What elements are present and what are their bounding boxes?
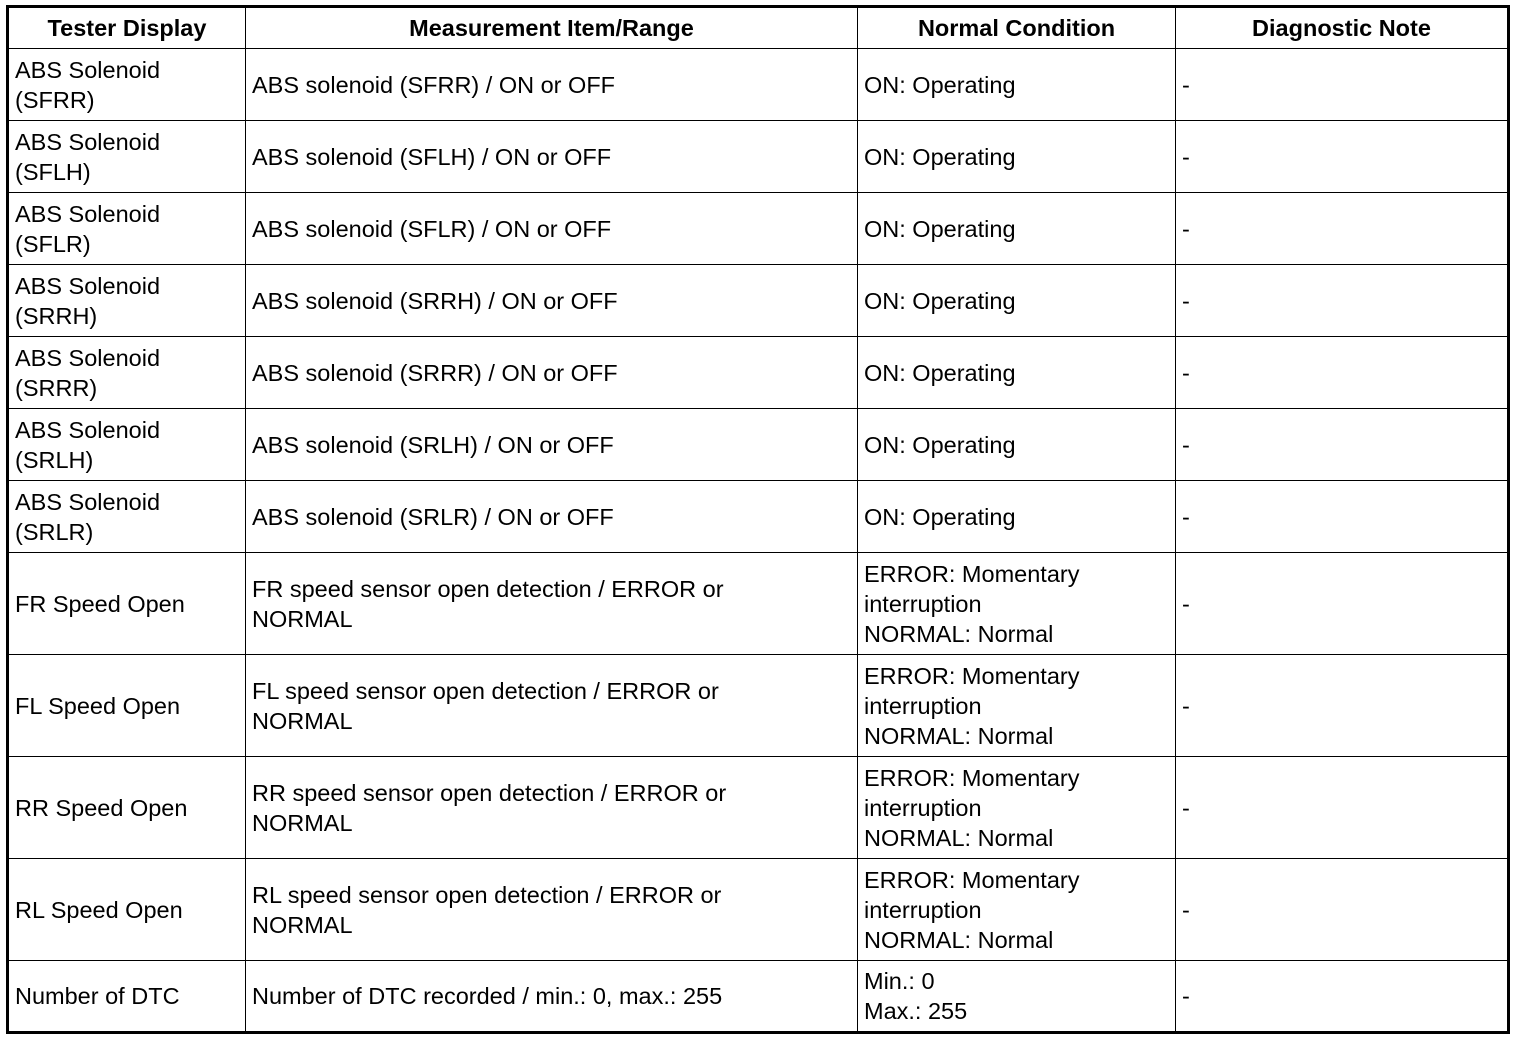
table-row — [8, 337, 1509, 409]
tester-display-cell: ABS Solenoid (SRRH) — [8, 265, 246, 337]
data-list-table — [6, 5, 1510, 1034]
condition-cell: ON: Operating — [858, 481, 1176, 553]
condition-cell: ERROR: Momentary interruption NORMAL: Normal — [858, 757, 1176, 859]
condition-cell: ERROR: Momentary interruption NORMAL: Normal — [858, 553, 1176, 655]
table-row — [8, 481, 1509, 553]
condition-cell: ON: Operating — [858, 337, 1176, 409]
condition-cell: ERROR: Momentary interruption NORMAL: Normal — [858, 655, 1176, 757]
measurement-cell: ABS solenoid (SFRR) / ON or OFF — [246, 49, 858, 121]
note-cell: - — [1176, 655, 1509, 757]
tester-display-cell: FR Speed Open — [8, 553, 246, 655]
tester-display-cell: ABS Solenoid (SFLR) — [8, 193, 246, 265]
table-row — [8, 961, 1509, 1033]
table-row — [8, 193, 1509, 265]
condition-cell: ON: Operating — [858, 265, 1176, 337]
measurement-cell: ABS solenoid (SRLR) / ON or OFF — [246, 481, 858, 553]
note-cell: - — [1176, 49, 1509, 121]
table-row — [8, 757, 1509, 859]
note-cell: - — [1176, 553, 1509, 655]
table-row — [8, 121, 1509, 193]
measurement-cell: RR speed sensor open detection / ERROR or NORMAL — [246, 757, 858, 859]
tester-display-cell: ABS Solenoid (SFLH) — [8, 121, 246, 193]
table-row — [8, 49, 1509, 121]
condition-cell: ON: Operating — [858, 193, 1176, 265]
measurement-cell: Number of DTC recorded / min.: 0, max.: 255 — [246, 961, 858, 1033]
table-row — [8, 859, 1509, 961]
note-cell: - — [1176, 409, 1509, 481]
note-cell: - — [1176, 265, 1509, 337]
note-cell: - — [1176, 757, 1509, 859]
header-diagnostic-note: Diagnostic Note — [1176, 7, 1509, 49]
table-row — [8, 409, 1509, 481]
note-cell: - — [1176, 859, 1509, 961]
measurement-cell: ABS solenoid (SRRH) / ON or OFF — [246, 265, 858, 337]
measurement-cell: ABS solenoid (SFLH) / ON or OFF — [246, 121, 858, 193]
measurement-cell: ABS solenoid (SRRR) / ON or OFF — [246, 337, 858, 409]
tester-display-cell: RR Speed Open — [8, 757, 246, 859]
document-page — [6, 5, 1507, 1034]
header-normal-condition: Normal Condition — [858, 7, 1176, 49]
table-row — [8, 553, 1509, 655]
measurement-cell: ABS solenoid (SFLR) / ON or OFF — [246, 193, 858, 265]
note-cell: - — [1176, 121, 1509, 193]
condition-cell: Min.: 0 Max.: 255 — [858, 961, 1176, 1033]
tester-display-cell: RL Speed Open — [8, 859, 246, 961]
measurement-cell: RL speed sensor open detection / ERROR or NORMAL — [246, 859, 858, 961]
measurement-cell: FR speed sensor open detection / ERROR or NORMAL — [246, 553, 858, 655]
header-measurement-item: Measurement Item/Range — [246, 7, 858, 49]
condition-cell: ON: Operating — [858, 49, 1176, 121]
condition-cell: ON: Operating — [858, 121, 1176, 193]
note-cell: - — [1176, 193, 1509, 265]
tester-display-cell: ABS Solenoid (SFRR) — [8, 49, 246, 121]
header-tester-display: Tester Display — [8, 7, 246, 49]
header-row — [8, 7, 1509, 49]
tester-display-cell: FL Speed Open — [8, 655, 246, 757]
condition-cell: ERROR: Momentary interruption NORMAL: Normal — [858, 859, 1176, 961]
tester-display-cell: Number of DTC — [8, 961, 246, 1033]
measurement-cell: FL speed sensor open detection / ERROR or NORMAL — [246, 655, 858, 757]
condition-cell: ON: Operating — [858, 409, 1176, 481]
tester-display-cell: ABS Solenoid (SRLH) — [8, 409, 246, 481]
table-row — [8, 655, 1509, 757]
note-cell: - — [1176, 337, 1509, 409]
table-row — [8, 265, 1509, 337]
note-cell: - — [1176, 961, 1509, 1033]
note-cell: - — [1176, 481, 1509, 553]
tester-display-cell: ABS Solenoid (SRLR) — [8, 481, 246, 553]
tester-display-cell: ABS Solenoid (SRRR) — [8, 337, 246, 409]
measurement-cell: ABS solenoid (SRLH) / ON or OFF — [246, 409, 858, 481]
